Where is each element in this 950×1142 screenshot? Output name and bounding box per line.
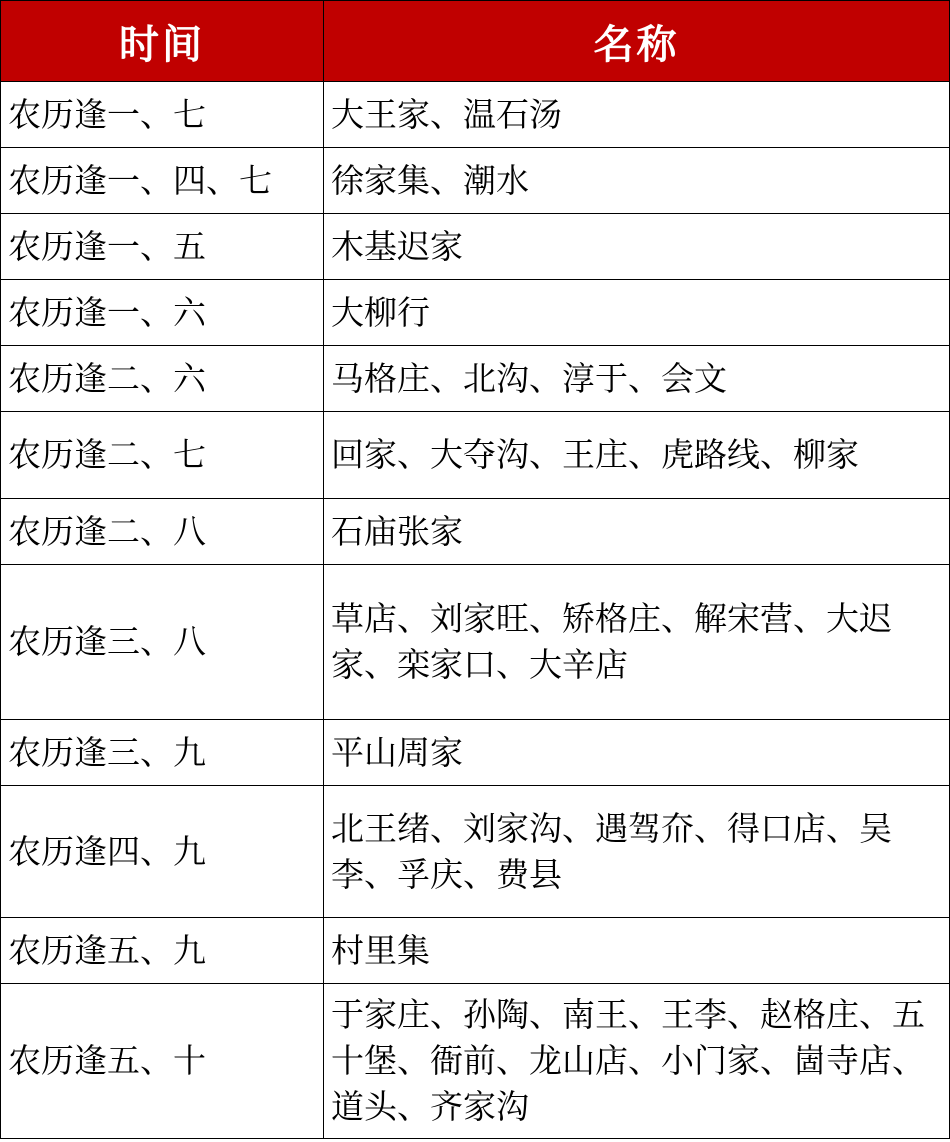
time-cell: 农历逢四、九 bbox=[1, 786, 324, 918]
name-cell: 村里集 bbox=[324, 918, 950, 984]
table-body bbox=[1, 82, 950, 1139]
time-cell: 农历逢三、八 bbox=[1, 565, 324, 720]
table-row bbox=[1, 984, 950, 1139]
name-cell: 回家、大夺沟、王庄、虎路线、柳家 bbox=[324, 412, 950, 499]
time-cell: 农历逢五、九 bbox=[1, 918, 324, 984]
name-cell: 马格庄、北沟、淳于、会文 bbox=[324, 346, 950, 412]
table-row bbox=[1, 499, 950, 565]
name-cell: 石庙张家 bbox=[324, 499, 950, 565]
name-cell: 北王绪、刘家沟、遇驾夼、得口店、吴李、孚庆、费县 bbox=[324, 786, 950, 918]
header-name: 名称 bbox=[324, 1, 950, 82]
time-cell: 农历逢二、七 bbox=[1, 412, 324, 499]
table-row bbox=[1, 346, 950, 412]
header-row bbox=[1, 1, 950, 82]
time-cell: 农历逢二、八 bbox=[1, 499, 324, 565]
name-cell: 徐家集、潮水 bbox=[324, 148, 950, 214]
time-cell: 农历逢一、五 bbox=[1, 214, 324, 280]
time-cell: 农历逢五、十 bbox=[1, 984, 324, 1139]
header-time: 时间 bbox=[1, 1, 324, 82]
table-row bbox=[1, 565, 950, 720]
table-row bbox=[1, 280, 950, 346]
table-row bbox=[1, 720, 950, 786]
table-row bbox=[1, 786, 950, 918]
table-header bbox=[1, 1, 950, 82]
name-cell: 于家庄、孙陶、南王、王李、赵格庄、五十堡、衙前、龙山店、小门家、崮寺店、道头、齐家沟 bbox=[324, 984, 950, 1139]
table-row bbox=[1, 412, 950, 499]
time-cell: 农历逢一、四、七 bbox=[1, 148, 324, 214]
table-row bbox=[1, 148, 950, 214]
table-row bbox=[1, 918, 950, 984]
time-cell: 农历逢二、六 bbox=[1, 346, 324, 412]
table-row bbox=[1, 214, 950, 280]
table-row bbox=[1, 82, 950, 148]
time-cell: 农历逢三、九 bbox=[1, 720, 324, 786]
name-cell: 大柳行 bbox=[324, 280, 950, 346]
time-cell: 农历逢一、七 bbox=[1, 82, 324, 148]
name-cell: 木基迟家 bbox=[324, 214, 950, 280]
name-cell: 草店、刘家旺、矫格庄、解宋营、大迟家、栾家口、大辛店 bbox=[324, 565, 950, 720]
name-cell: 大王家、温石汤 bbox=[324, 82, 950, 148]
time-cell: 农历逢一、六 bbox=[1, 280, 324, 346]
name-cell: 平山周家 bbox=[324, 720, 950, 786]
